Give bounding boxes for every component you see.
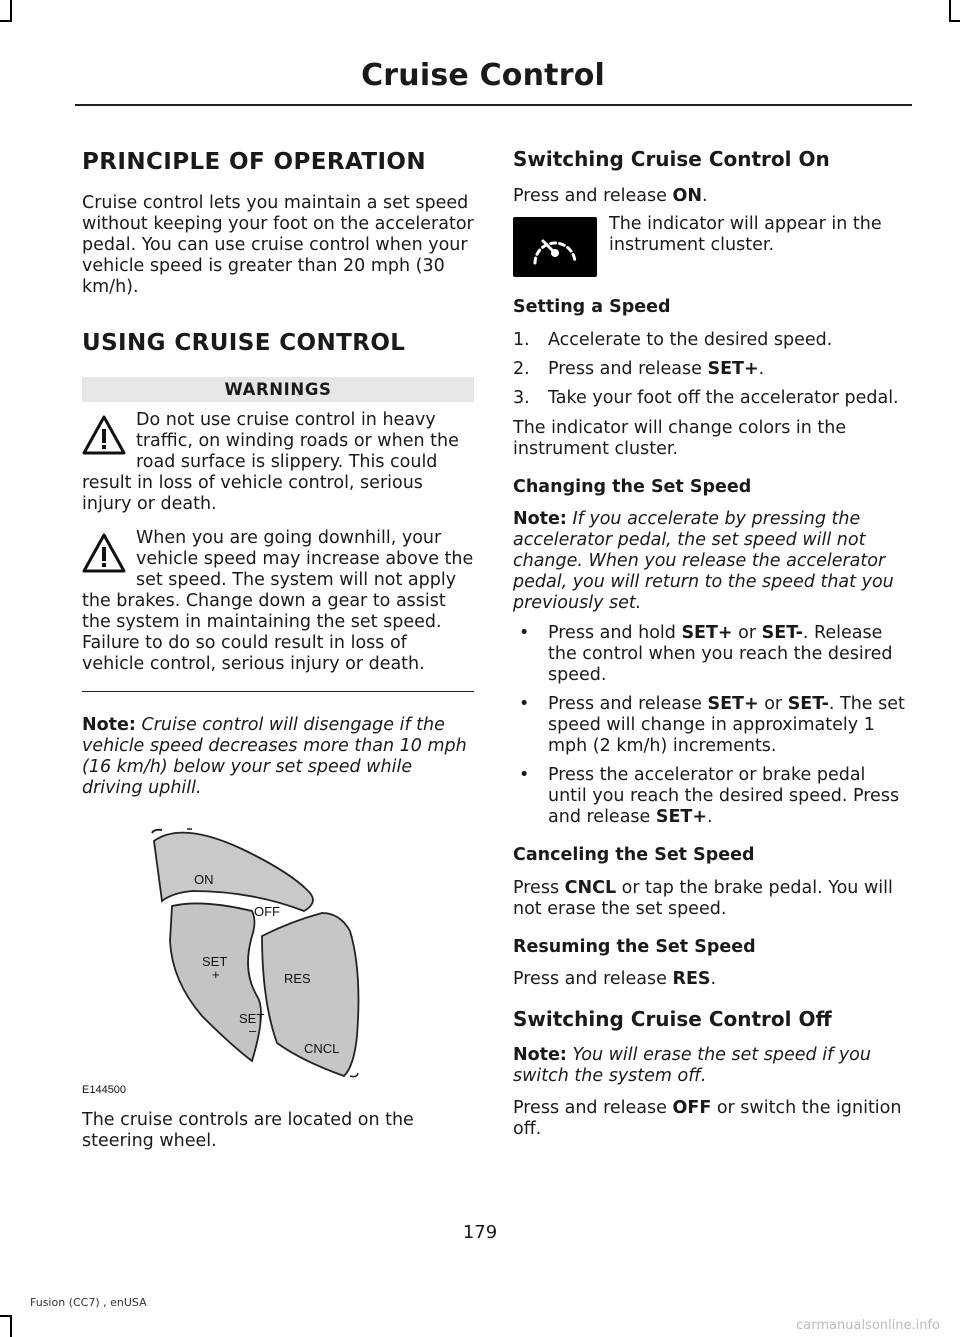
text: Press and release [513, 969, 673, 989]
cruise-indicator-image [513, 217, 597, 277]
section-title-resuming: Resuming the Set Speed [513, 937, 756, 957]
right-column [513, 145, 908, 1140]
note-label: Note: [513, 1045, 567, 1065]
setting-steps [513, 330, 908, 409]
crop-mark [949, 0, 951, 22]
indicator-text: The indicator will appear in the instrument cluster. [609, 214, 882, 255]
switching-on-instruction [513, 186, 908, 207]
page-number: 179 [462, 1222, 498, 1243]
crop-mark [10, 1315, 12, 1337]
note-text: Cruise control will disengage if the vehicle speed decreases more than 10 mph (16 km/h) below your set speed while driving uphill. [82, 715, 467, 798]
canceling-text [513, 878, 908, 920]
list-item [513, 765, 908, 828]
step-number: 1. [513, 330, 530, 350]
steering-wheel-buttons-illustration [82, 821, 474, 1096]
text: . [710, 969, 717, 989]
key-set-plus: SET+ [707, 694, 759, 714]
figure-label-plus: + [212, 967, 220, 982]
warning-triangle-icon [82, 414, 126, 456]
off-note [513, 1045, 908, 1087]
section-title-principle: PRINCIPLE OF OPERATION [82, 149, 427, 175]
changing-bullets [513, 623, 908, 828]
section-title-setting: Setting a Speed [513, 297, 671, 317]
section-title-using: USING CRUISE CONTROL [82, 330, 406, 356]
page-header-title: Cruise Control [361, 58, 605, 93]
figure-code: E144500 [82, 1084, 127, 1096]
text: Press and release [513, 186, 673, 206]
header-rule [75, 104, 912, 106]
figure-label-off: OFF [254, 904, 280, 919]
text: or [758, 694, 788, 714]
list-item [513, 694, 908, 757]
key-on: ON [672, 186, 703, 206]
text: . Release the control when you reach the desired speed. [548, 623, 893, 685]
warning-item [82, 528, 474, 675]
figure-label-minus: – [249, 1023, 257, 1038]
indicator-block [513, 214, 908, 277]
figure-label-cncl: CNCL [304, 1041, 340, 1056]
key-res: RES [672, 969, 711, 989]
crop-mark [949, 20, 960, 22]
list-item [513, 388, 908, 409]
resuming-text [513, 969, 908, 990]
speedometer-icon [513, 217, 597, 277]
crop-mark [0, 1315, 12, 1317]
switching-off-text [513, 1098, 908, 1140]
key-set-minus: SET- [787, 694, 829, 714]
cruise-controls-figure [82, 821, 474, 1096]
text: Press and release [513, 1098, 673, 1118]
figure-label-set-plus: SET [202, 954, 228, 969]
warning-text: Do not use cruise control in heavy traffic, on winding roads or when the road surface is slippery. This could result in loss of vehicle control, serious injury or death. [82, 410, 459, 514]
section-title-canceling: Canceling the Set Speed [513, 845, 755, 865]
list-item [513, 359, 908, 380]
figure-label-res: RES [284, 971, 311, 986]
list-item [513, 623, 908, 686]
key-set-plus: SET+ [707, 359, 759, 379]
left-column [82, 145, 474, 1152]
text: Press and hold [548, 623, 682, 643]
changing-note [513, 509, 908, 614]
text: or [732, 623, 762, 643]
crop-mark [0, 20, 12, 22]
text: or switch the ignition off. [513, 1098, 902, 1139]
note-text: You will erase the set speed if you switch the system off. [513, 1045, 871, 1086]
section-title-switching-on: Switching Cruise Control On [513, 147, 830, 171]
step-number: 2. [513, 359, 530, 379]
key-set-minus: SET- [761, 623, 803, 643]
figure-caption: The cruise controls are located on the steering wheel. [82, 1110, 414, 1151]
text: Press and release [548, 694, 708, 714]
footer-model: Fusion (CC7) , enUSA [30, 1296, 147, 1309]
text: Press [513, 878, 565, 898]
text: Press the accelerator or brake pedal until you reach the desired speed. Press and release [548, 765, 900, 827]
step-text: Take your foot off the accelerator pedal. [548, 388, 899, 408]
section-title-switching-off: Switching Cruise Control Off [513, 1007, 832, 1031]
note [82, 715, 474, 799]
principle-body: Cruise control lets you maintain a set speed without keeping your foot on the accelerator pedal. You can use cruise control when your vehicle speed is greater than 20 mph (30 km/h). [82, 193, 474, 297]
figure-label-on: ON [194, 872, 214, 887]
warning-triangle-icon [82, 532, 126, 574]
step-text: Press and release [548, 359, 708, 379]
warning-text: When you are going downhill, your vehicle speed may increase above the set speed. The system will not apply the brakes. Change down a gear to assist the system in maintaining the set speed. Failure to do so could result in loss of vehicle control, serious injury or death. [82, 528, 474, 674]
key-set-plus: SET+ [681, 623, 733, 643]
indicator-change-text: The indicator will change colors in the instrument cluster. [513, 418, 847, 459]
crop-mark [10, 0, 12, 22]
bullet: • [519, 765, 530, 785]
text: . The set speed will change in approximately 1 mph (2 km/h) increments. [548, 694, 905, 756]
figure-label-set-minus: SET [239, 1011, 265, 1026]
text: or tap the brake pedal. You will not erase the set speed. [513, 878, 893, 919]
section-title-changing: Changing the Set Speed [513, 477, 752, 497]
text: . [702, 186, 708, 206]
note-text: If you accelerate by pressing the accelerator pedal, the set speed will not change. When you release the accelerator pedal, you will return to the speed that you previously set. [513, 509, 894, 613]
text: . [707, 807, 713, 827]
warning-item [82, 410, 474, 515]
step-text: . [758, 359, 765, 379]
note-label: Note: [513, 509, 567, 529]
warnings-end-rule [82, 691, 474, 692]
key-off: OFF [672, 1098, 712, 1118]
bullet: • [519, 623, 530, 643]
key-cncl: CNCL [564, 878, 617, 898]
step-text: Accelerate to the desired speed. [548, 330, 833, 350]
warnings-header: WARNINGS [82, 377, 474, 402]
list-item [513, 330, 908, 351]
watermark: carmanualsonline.info [796, 1318, 940, 1333]
note-label: Note: [82, 715, 136, 735]
step-number: 3. [513, 388, 530, 408]
bullet: • [519, 694, 530, 714]
key-set-plus: SET+ [655, 807, 708, 827]
